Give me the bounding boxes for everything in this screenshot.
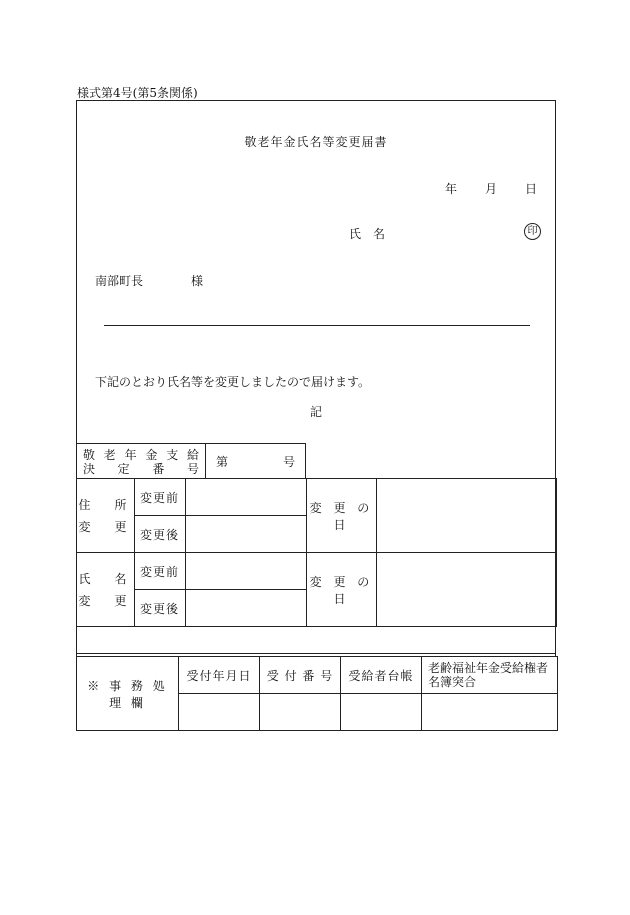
name-after-label: 変更後 bbox=[135, 590, 186, 627]
address-before-label: 変更前 bbox=[135, 479, 186, 516]
blank-row[interactable] bbox=[76, 626, 556, 657]
change-details bbox=[76, 443, 556, 657]
signature-line bbox=[104, 325, 530, 326]
certificate-number-label bbox=[76, 443, 206, 479]
certificate-number-row bbox=[76, 443, 556, 479]
notification-statement: 下記のとおり氏名等を変更しましたので届けます。 bbox=[95, 375, 371, 389]
applicant-name-label: 氏 名 bbox=[349, 227, 386, 241]
office-use-label: ※ 事 務 処 理 欄 bbox=[77, 657, 179, 731]
reception-number-header: 受 付 番 号 bbox=[260, 657, 341, 694]
ki-heading: 記 bbox=[309, 405, 322, 419]
register-check-header: 老齢福祉年金受給権者名簿突合 bbox=[422, 657, 558, 694]
day-label: 日 bbox=[524, 182, 537, 196]
name-change-group: 氏 名 変 更 bbox=[77, 553, 135, 627]
address-after-label: 変更後 bbox=[135, 516, 186, 553]
address-change-date-field[interactable] bbox=[377, 479, 557, 553]
recipient-ledger-header: 受給者台帳 bbox=[341, 657, 422, 694]
table-row bbox=[77, 657, 558, 694]
number-suffix: 号 bbox=[282, 454, 295, 469]
change-table bbox=[76, 478, 557, 627]
number-prefix: 第 bbox=[216, 454, 229, 469]
address-change-group: 住 所 変 更 bbox=[77, 479, 135, 553]
office-use-table bbox=[76, 656, 558, 731]
name-after-field[interactable] bbox=[186, 590, 307, 627]
date-line bbox=[445, 180, 537, 197]
form-title: 敬老年金氏名等変更届書 bbox=[244, 135, 388, 149]
name-before-label: 変更前 bbox=[135, 553, 186, 590]
year-label: 年 bbox=[444, 182, 457, 196]
recipient-ledger-field[interactable] bbox=[341, 694, 422, 731]
address-before-field[interactable] bbox=[186, 479, 307, 516]
register-check-field[interactable] bbox=[422, 694, 558, 731]
address-after-field[interactable] bbox=[186, 516, 307, 553]
reception-date-header: 受付年月日 bbox=[179, 657, 260, 694]
month-label: 月 bbox=[484, 182, 497, 196]
form-number-label: 様式第4号(第5条関係) bbox=[77, 86, 198, 100]
seal-icon: 印 bbox=[524, 223, 541, 240]
reception-number-field[interactable] bbox=[260, 694, 341, 731]
name-change-date-label: 変 更 の 日 bbox=[307, 553, 377, 627]
reception-date-field[interactable] bbox=[179, 694, 260, 731]
table-row bbox=[77, 553, 557, 590]
name-change-date-field[interactable] bbox=[377, 553, 557, 627]
table-row bbox=[77, 479, 557, 516]
notification-form bbox=[76, 100, 556, 654]
certificate-number-field[interactable] bbox=[205, 443, 306, 479]
name-before-field[interactable] bbox=[186, 553, 307, 590]
certificate-label-line-1: 敬 老 年 金 支 給 bbox=[83, 448, 199, 462]
certificate-label-line-2: 決 定 番 号 bbox=[83, 462, 199, 476]
address-change-date-label: 変 更 の 日 bbox=[307, 479, 377, 553]
addressee: 南部町長 様 bbox=[95, 274, 204, 288]
